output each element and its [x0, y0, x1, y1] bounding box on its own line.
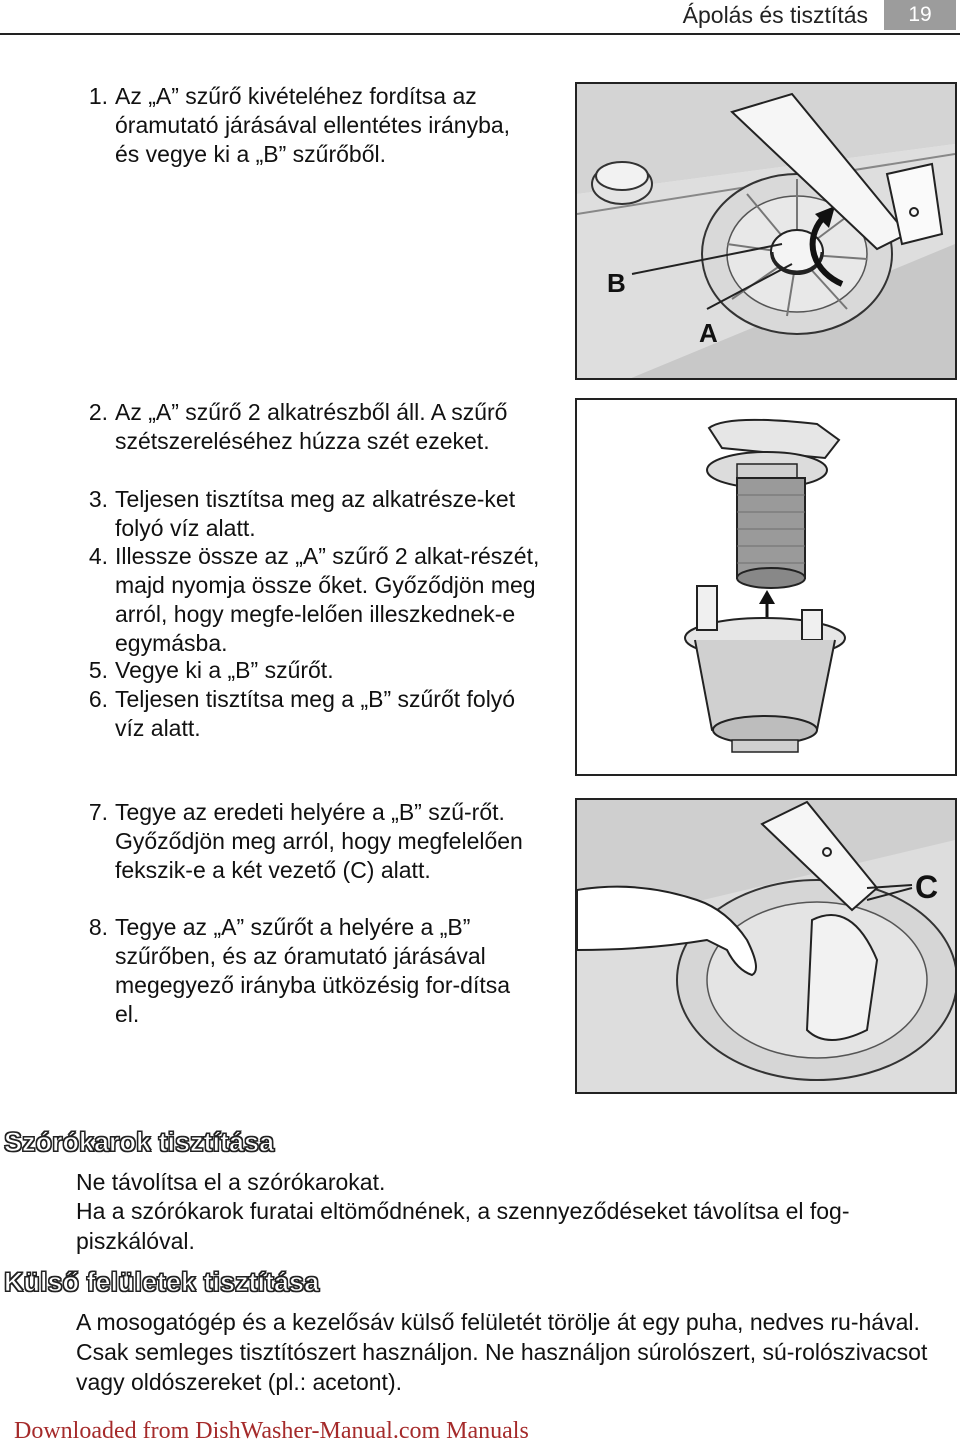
label-b: B	[607, 268, 626, 298]
label-c: C	[915, 869, 939, 905]
header-divider	[0, 33, 960, 35]
filter-removal-illustration	[575, 82, 957, 380]
filter-parts-drawing	[577, 400, 955, 774]
page-number: 19	[884, 0, 956, 30]
step-3	[70, 485, 540, 543]
step-text: Az „A” szűrő 2 alkatrészből áll. A szűrő szétszereléséhez húzza szét ezeket.	[115, 399, 508, 454]
section-title-exterior: Külső felületek tisztítása	[4, 1267, 320, 1297]
step-text: Tegye az „A” szűrőt a helyére a „B” szűrőben, és az óramutató járásával megegyező irányba ütközésig for-dítsa el.	[115, 914, 511, 1027]
download-source-link[interactable]: Downloaded from DishWasher-Manual.com Manuals	[14, 1418, 529, 1444]
exterior-text: A mosogatógép és a kezelősáv külső felületét törölje át egy puha, nedves ru-hával. Csak semleges tisztítószert használjon. Ne használjon súrolószert, sú-rolószivacsot vagy oldószereket (pl.: acetont).	[76, 1309, 928, 1395]
step-number: 8.	[88, 914, 108, 940]
spray-arms-line-2: Ha a szórókarok furatai eltömődnének, a szennyeződéseket távolítsa el fog-piszkálóval.	[76, 1198, 850, 1254]
step-text: Teljesen tisztítsa meg a „B” szűrőt folyó víz alatt.	[115, 686, 516, 741]
step-4	[70, 542, 540, 658]
step-8	[70, 913, 540, 1029]
label-a: A	[699, 318, 718, 348]
step-number: 3.	[88, 486, 108, 512]
spray-arms-line-1: Ne távolítsa el a szórókarokat.	[76, 1169, 386, 1195]
filter-removal-drawing	[577, 84, 955, 378]
step-number: 4.	[88, 543, 108, 569]
filter-insertion-drawing	[577, 800, 955, 1092]
step-number: 1.	[88, 83, 108, 109]
step-number: 5.	[88, 657, 108, 683]
step-text: Illessze össze az „A” szűrő 2 alkat-részét, majd nyomja össze őket. Győződjön meg arról, hogy megfe-lelően illeszkednek-e egymásba.	[115, 543, 540, 656]
step-7	[70, 798, 540, 885]
section-title-spray-arms: Szórókarok tisztítása	[4, 1127, 275, 1157]
step-1	[70, 82, 540, 169]
filter-parts-illustration	[575, 398, 957, 776]
step-5	[70, 656, 540, 685]
page-header	[0, 0, 960, 36]
step-number: 7.	[88, 799, 108, 825]
step-6	[70, 685, 540, 743]
step-number: 2.	[88, 399, 108, 425]
step-text: Tegye az eredeti helyére a „B” szű-rőt. Győződjön meg arról, hogy megfelelően fekszik-e a két vezető (C) alatt.	[115, 799, 523, 883]
step-text: Teljesen tisztítsa meg az alkatrésze-ket folyó víz alatt.	[115, 486, 516, 541]
step-number: 6.	[88, 686, 108, 712]
filter-insertion-illustration	[575, 798, 957, 1094]
step-text: Vegye ki a „B” szűrőt.	[115, 657, 334, 683]
chapter-title: Ápolás és tisztítás	[682, 2, 868, 28]
step-2	[70, 398, 540, 456]
step-text: Az „A” szűrő kivételéhez fordítsa az óramutató járásával ellentétes irányba, és vegye ki a „B” szűrőből.	[115, 83, 511, 167]
